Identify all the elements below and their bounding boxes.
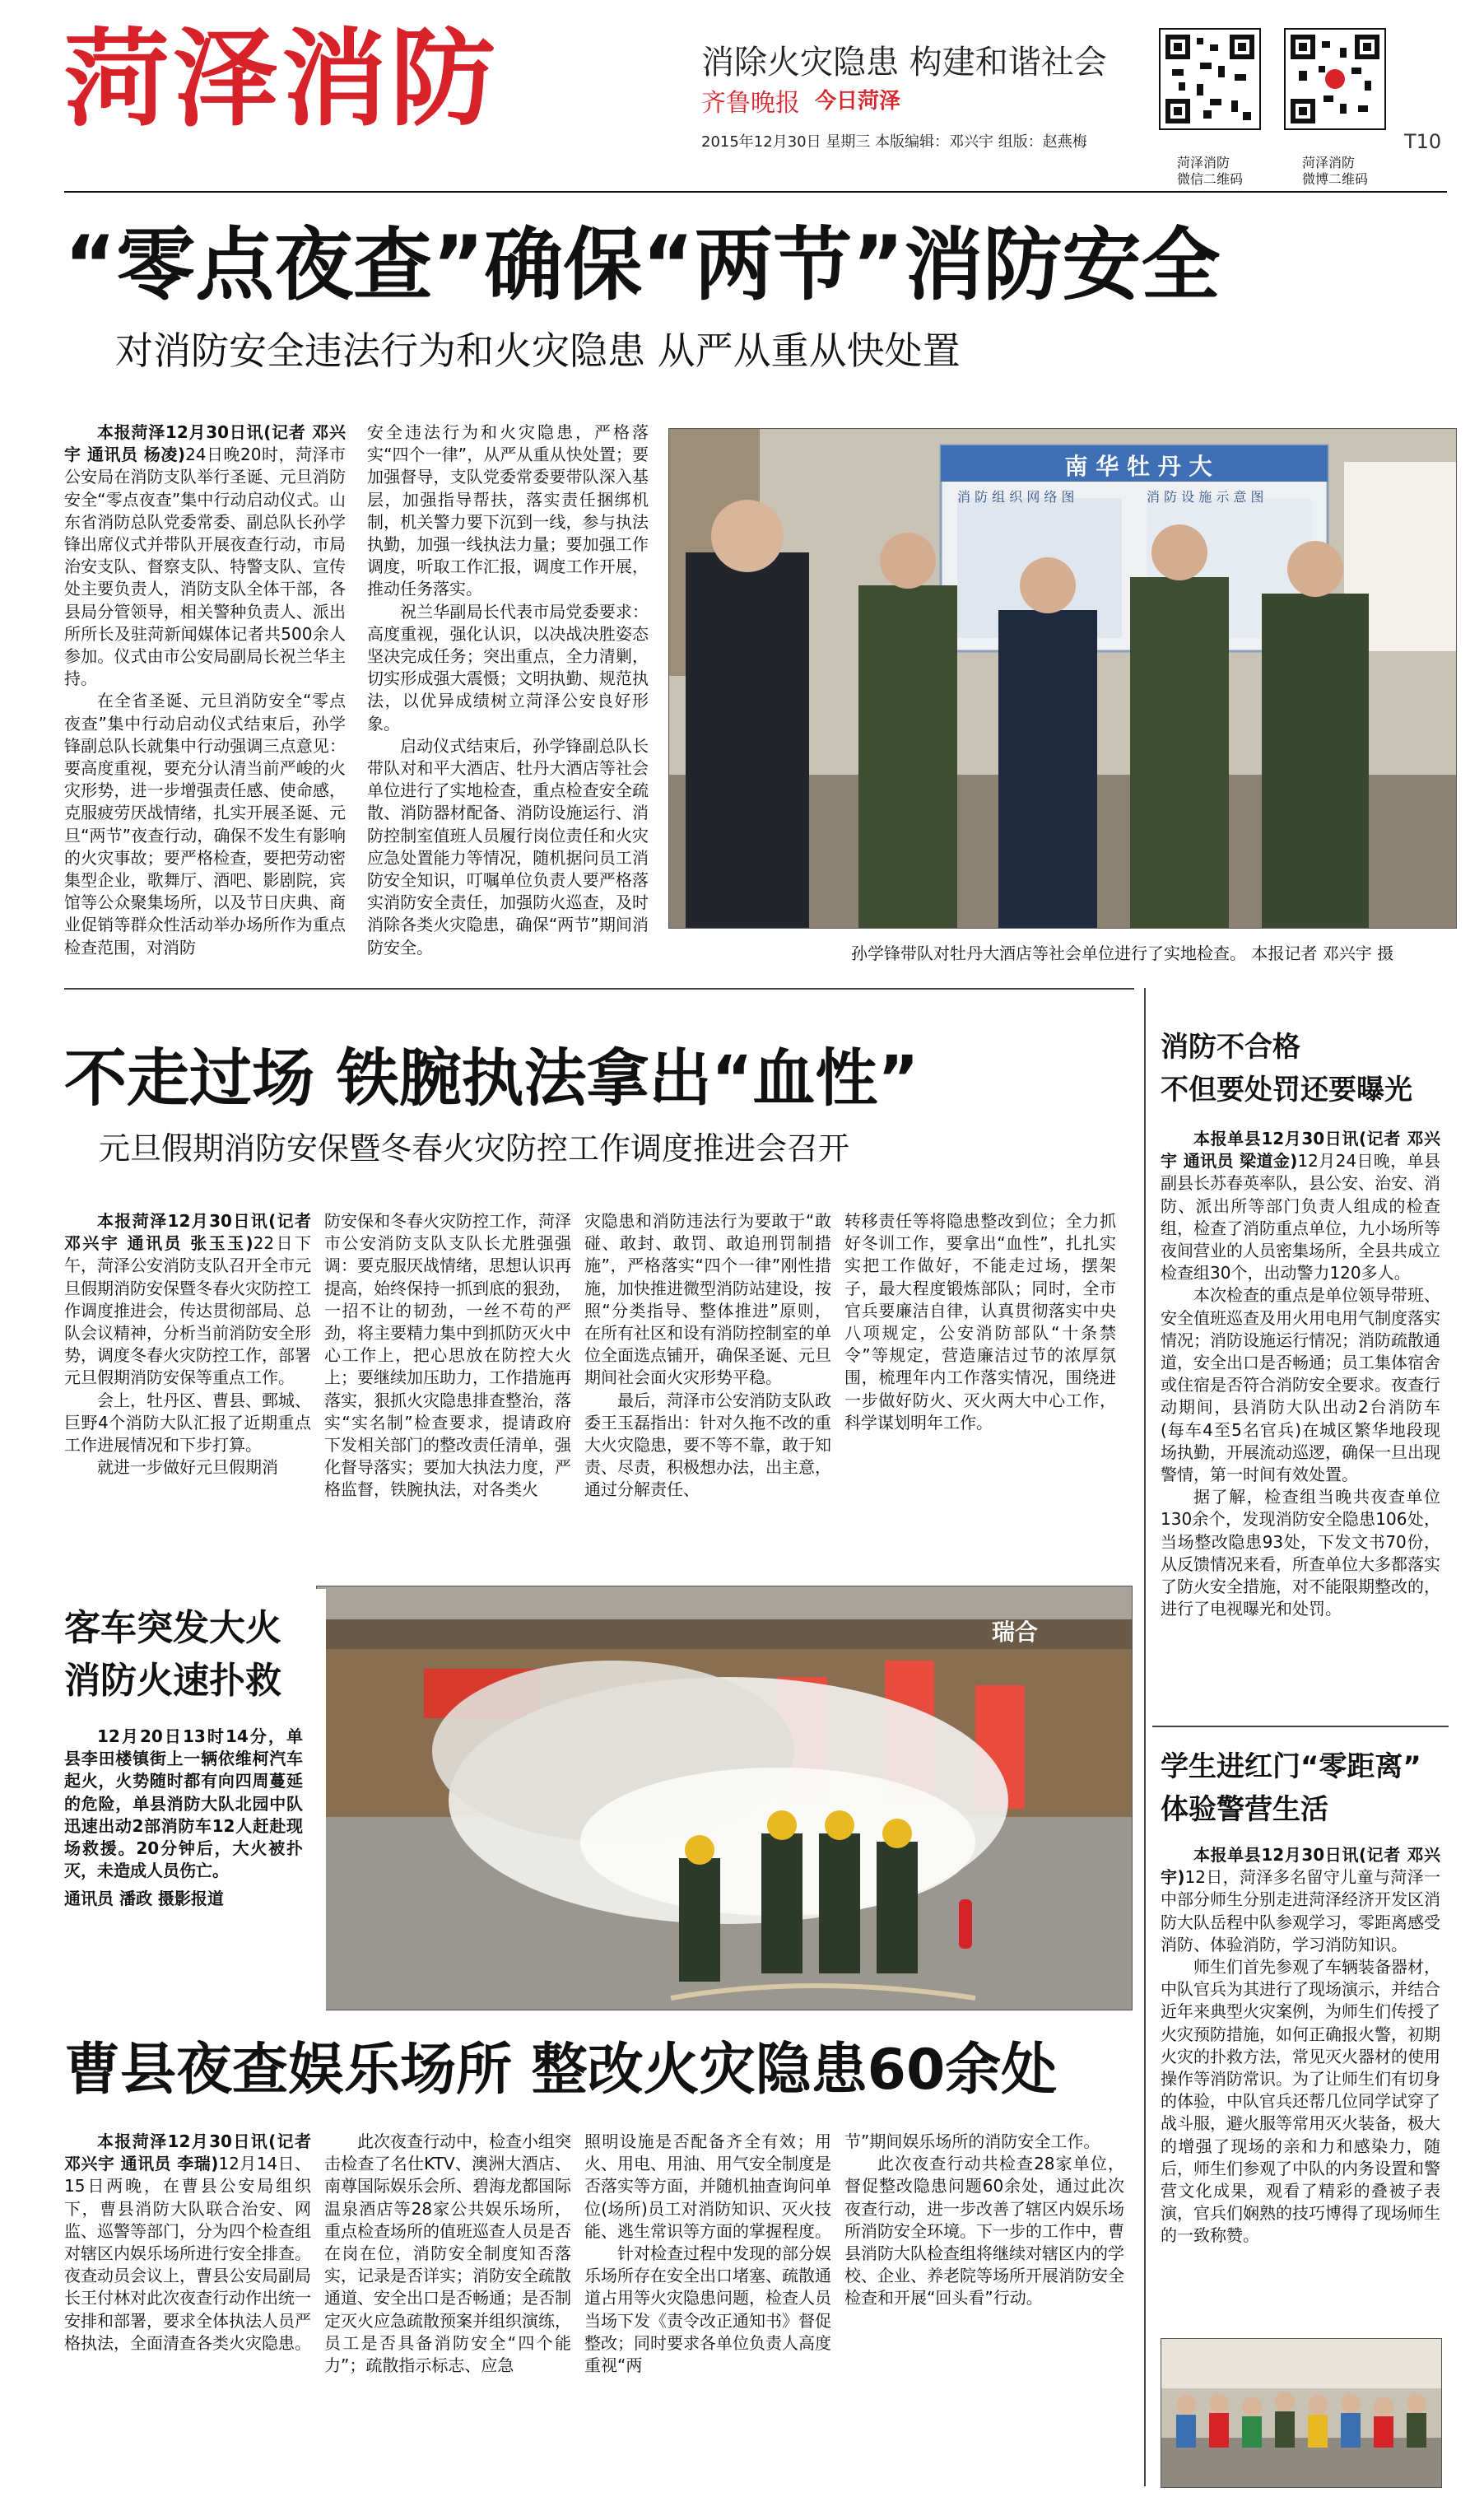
sidebar1-body: 本报单县12月30日讯(记者 邓兴宇 通讯员 梁道金)12月24日晚，单县副县长苏春英率队，县公安、治安、消防、派出所等部门负责人组成的检查组，检查了消防重点单位，九小场所等夜间营业的人员密集场所，全县共成立检查组30个，出动警力120多人。 本次检查的重点是单位领导带班、安全值班巡查及用火用电用气制度落实情况；消防设施运行情况；消防疏散通道，安全出口是否畅通；员工集体宿舍或住宿是否符合消防安全要求。夜查行动期间，县消防大队出动2台消防车(每车4至5名官兵)在城区繁华地段现场执勤，开展流动巡逻，确保一旦出现警情，第一时间有效处置。 据了解，检查组当晚共夜查单位130余个，发现消防安全隐患106处，当场整改隐患93处，下发文书70份，从反馈情况来看，所查单位大多都落实了防火安全措施，对不能限期整改的，进行了电视曝光和处罚。 xyxy=(1161,1129,1440,1619)
article3-column-2: 此次夜查行动中，检查小组突击检查了名仕KTV、澳洲大酒店、南尊国际娱乐会所、碧海龙都国际温泉酒店等28家公共娱乐场所，重点检查场所的值班巡查人员是否在岗在位，消防安全制度知否落实，记录是否详实；消防安全疏散通道、安全出口是否畅通；是否制定灭火应急疏散预案并组织演练，员工是否具备消防安全“四个能力”；疏散指示标志、应急 xyxy=(324,2131,571,2376)
section-divider-1 xyxy=(64,988,1134,990)
sidebar2-body: 本报单县12月30日讯(记者 邓兴宇)12日，菏泽多名留守儿童与菏泽一中部分师生分别走进菏泽经济开发区消防大队岳程中队参观学习，零距离感受消防、体验消防，学习消防知识。 师生们首先参观了车辆装备器材，中队官兵为其进行了现场演示，并结合近年来典型火灾案例，为师生们传授了火灾预防措施，如何正确报火警，初期火灾的扑救方法，常见灭火器材的使用操作等消防常识。为了让师生们有切身的体验，中队官兵还帮几位同学试穿了战斗服，避火服等常用灭火装备，极大的增强了现场的亲和力和感染力，随后，师生们参观了中队的内务设置和警营文化成果，观看了精彩的叠被子表演，官兵们娴熟的技巧博得了现场师生的一致称赞。 xyxy=(1161,1845,1441,2246)
wechat-qr-label: 菏泽消防 微信二维码 xyxy=(1177,155,1244,187)
article2-column-4: 转移责任等将隐患整改到位；全力抓好冬训工作，要拿出“血性”，扎扎实实把工作做好，不能走过场，摆架子，最大程度锻炼部队；同时，全市官兵要廉洁自律，认真贯彻落实中央八项规定，公安消防部队“十条禁令”等规定，营造廉洁过节的浓厚氛围，梳理年内工作落实情况，围绕进一步做好防火、灭火两大中心工作，科学谋划明年工作。 xyxy=(844,1211,1116,1433)
issue-info: 2015年12月30日 星期三 本版编辑：邓兴宇 组版：赵燕梅 xyxy=(701,133,1087,151)
article1-inspection-photo xyxy=(668,428,1457,929)
bus-fire-photo-shop-sign: 瑞合 xyxy=(992,1619,1039,1646)
sidebar2-byline: 本报单县12月30日讯(记者 邓兴宇) xyxy=(1161,1845,1440,1888)
bus-fire-heading-2: 消防火速扑救 xyxy=(64,1660,281,1702)
sidebar-divider-2 xyxy=(1152,1726,1449,1727)
article2-column-1: 本报菏泽12月30日讯(记者 邓兴宇 通讯员 张玉玉)22日下午，菏泽公安消防支队召开全市元旦假期消防安保暨冬春火灾防控工作调度推进会，传达贯彻部局、总队会议精神，分析当前消防安全形势，调度冬春火灾防控工作，部署元旦假期消防安保等重点工作。 会上，牡丹区、曹县、鄄城、巨野4个消防大队汇报了近期重点工作进展情况和下步打算。 就进一步做好元旦假期消 xyxy=(64,1211,311,1478)
newspaper-logo: 齐鲁晚报 xyxy=(701,89,800,118)
photo-sign-facilities: 消 防 设 施 示 意 图 xyxy=(1147,489,1264,505)
page-number: T10 xyxy=(1404,130,1442,153)
sidebar1-heading: 消防不合格 不但要处罚还要曝光 xyxy=(1161,1031,1412,1106)
article3-headline: 曹县夜查娱乐场所 整改火灾隐患60余处 xyxy=(64,2038,1058,2103)
sidebar1-byline: 本报单县12月30日讯(记者 邓兴宇 通讯员 梁道金) xyxy=(1161,1129,1440,1172)
masthead-rule xyxy=(64,191,1447,193)
article2-byline: 本报菏泽12月30日讯(记者 邓兴宇 通讯员 张玉玉) xyxy=(64,1211,311,1254)
article2-subhead: 元旦假期消防安保暨冬春火灾防控工作调度推进会召开 xyxy=(99,1130,850,1167)
masthead-title: 菏泽消防 xyxy=(64,18,500,141)
masthead-slogan: 消除火灾隐患 构建和谐社会 xyxy=(701,44,1107,82)
bus-fire-heading-1: 客车突发大火 xyxy=(64,1607,281,1649)
article1-headline: “零点夜查”确保“两节”消防安全 xyxy=(64,219,1221,311)
today-heze-label: 今日菏泽 xyxy=(815,89,901,114)
weibo-qr-label: 菏泽消防 微博二维码 xyxy=(1302,155,1369,187)
article3-column-1: 本报菏泽12月30日讯(记者 邓兴宇 通讯员 李瑞)12月14日、15日两晚，在曹县公安局组织下，曹县消防大队联合治安、网监、巡警等部门，分为四个检查组对辖区内娱乐场所进行安全排查。夜查动员会议上，曹县公安局副局长王付林对此次夜查行动作出统一安排和部署，要求全体执法人员严格执法，全面清查各类火灾隐患。 xyxy=(64,2131,311,2353)
article2-column-3: 灾隐患和消防违法行为要敢于“敢碰、敢封、敢罚、敢追刑罚制措施”，严格落实“四个一律”刚性措施，加快推进微型消防站建设，按照“分类指导、整体推进”原则，在所有社区和设有消防控制室的单位全面选点铺开，确保圣诞、元旦期间社会面火灾形势平稳。 最后，菏泽市公安消防支队政委王玉磊指出：针对久拖不改的重大火灾隐患，要不等不靠，敢于知责、尽责，积极想办法，出主意，通过分解责任、 xyxy=(584,1211,831,1500)
bus-fire-text: 12月20日13时14分，单县李田楼镇街上一辆依维柯汽车起火，火势随时都有向四周蔓延的危险，单县消防大队北园中队迅速出动2部消防车12人赶赴现场救援。20分钟后，大火被扑灭，未造成人员伤亡。 xyxy=(64,1726,303,1881)
sidebar-divider xyxy=(1144,988,1146,2486)
article3-byline: 本报菏泽12月30日讯(记者 邓兴宇 通讯员 李瑞) xyxy=(64,2131,311,2174)
article3-column-3: 照明设施是否配备齐全有效；用火、用电、用油、用气安全制度是否落实等方面，并随机抽查询问单位(场所)员工对消防知识、灭火技能、逃生常识等方面的掌握程度。 针对检查过程中发现的部分娱乐场所存在安全出口堵塞、疏散通道占用等火灾隐患问题，检查人员当场下发《责令改正通知书》督促整改；同时要求各单位负责人高度重视“两 xyxy=(584,2131,831,2376)
article1-subhead: 对消防安全违法行为和火灾隐患 从严从重从快处置 xyxy=(115,328,961,373)
article1-column-1: 本报菏泽12月30日讯(记者 邓兴宇 通讯员 杨凌)24日晚20时，菏泽市公安局在消防支队举行圣诞、元旦消防安全“零点夜查”集中行动启动仪式。山东省消防总队党委常委、副总队长孙学锋出席仪式并带队开展夜查行动，市局治安支队、督察支队、特警支队、宣传处主要负责人，消防支队全体干部，各县局分管领导，相关警种负责人、派出所所长及驻菏新闻媒体记者共500余人参加。仪式由市公安局副局长祝兰华主持。 在全省圣诞、元旦消防安全“零点夜查”集中行动启动仪式结束后，孙学锋副总队长就集中行动强调三点意见：要高度重视，要充分认清当前严峻的火灾形势，进一步增强责任感、使命感，克服疲劳厌战情绪，扎实开展圣诞、元旦“两节”夜查行动，确保不发生有影响的火灾事故；要严格检查，要把劳动密集型企业，歌舞厅、酒吧、影剧院，宾馆等公众聚集场所，以及节日庆典、商业促销等群众性活动举办场所作为重点检查范围，对消防 xyxy=(64,422,346,957)
article1-photo-caption: 孙学锋带队对牡丹大酒店等社会单位进行了实地检查。 本报记者 邓兴宇 摄 xyxy=(851,943,1394,963)
students-visit-photo xyxy=(1161,2338,1442,2488)
photo-sign-network: 消 防 组 织 网 络 图 xyxy=(957,489,1075,505)
bus-fire-credit: 通讯员 潘政 摄影报道 xyxy=(64,1889,224,1909)
weibo-qr-code xyxy=(1284,28,1386,130)
bus-fire-card xyxy=(64,1589,326,2017)
article1-column-2: 安全违法行为和火灾隐患，严格落实“四个一律”，从严从重从快处置；要加强督导，支队党委常委要带队深入基层，加强指导帮扶，落实责任捆绑机制，机关警力要下沉到一线，参与执法执勤，加强一线执法力量；要加强工作调度，听取工作汇报，调度工作开展，推动任务落实。 祝兰华副局长代表市局党委要求：高度重视，强化认识，以决战决胜姿态坚决完成任务；突出重点，全力清剿，切实形成强大震慑；文明执勤、规范执法，以优异成绩树立菏泽公安良好形象。 启动仪式结束后，孙学锋副总队长带队对和平大酒店、牡丹大酒店等社会单位进行了实地检查，重点检查安全疏散、消防器材配备、消防设施运行、消防控制室值班人员履行岗位责任和火灾应急处置能力等情况，随机据问员工消防安全知识，叮嘱单位负责人要严格落实消防安全责任，加强防火巡查，及时消除各类火灾隐患，确保“两节”期间消防安全。 xyxy=(367,422,649,957)
photo-sign-hotel-name: 南 华 牡 丹 大 xyxy=(1064,453,1212,480)
sidebar2-heading: 学生进红门“零距离” 体验警营生活 xyxy=(1161,1750,1421,1826)
article3-column-4: 节”期间娱乐场所的消防安全工作。 此次夜查行动共检查28家单位，督促整改隐患问题60余处，通过此次夜查行动，进一步改善了辖区内娱乐场所消防安全环境。下一步的工作中，曹县消防大队检查组将继续对辖区内的学校、企业、养老院等场所开展消防安全检查和开展“回头看”行动。 xyxy=(844,2131,1124,2308)
article2-headline: 不走过场 铁腕执法拿出“血性” xyxy=(64,1041,919,1115)
article1-byline: 本报菏泽12月30日讯(记者 邓兴宇 通讯员 杨凌) xyxy=(64,422,346,465)
article2-column-2: 防安保和冬春火灾防控工作，菏泽市公安消防支队支队长尤胜强强调：要克服厌战情绪，思想认识再提高，始终保持一抓到底的狠劲，一招不让的韧劲，一丝不苟的严劲，将主要精力集中到抓防灭火中心工作上，把心思放在防控大火上；要继续加压助力，工作措施再落实，狠抓火灾隐患排查整治，落实“实名制”检查要求，提请政府下发相关部门的整改责任清单，强化督导落实；要加大执法力度，严格监督，铁腕执法，对各类火 xyxy=(324,1211,571,1500)
bus-fire-photo xyxy=(316,1586,1133,2010)
wechat-qr-code xyxy=(1159,28,1261,130)
